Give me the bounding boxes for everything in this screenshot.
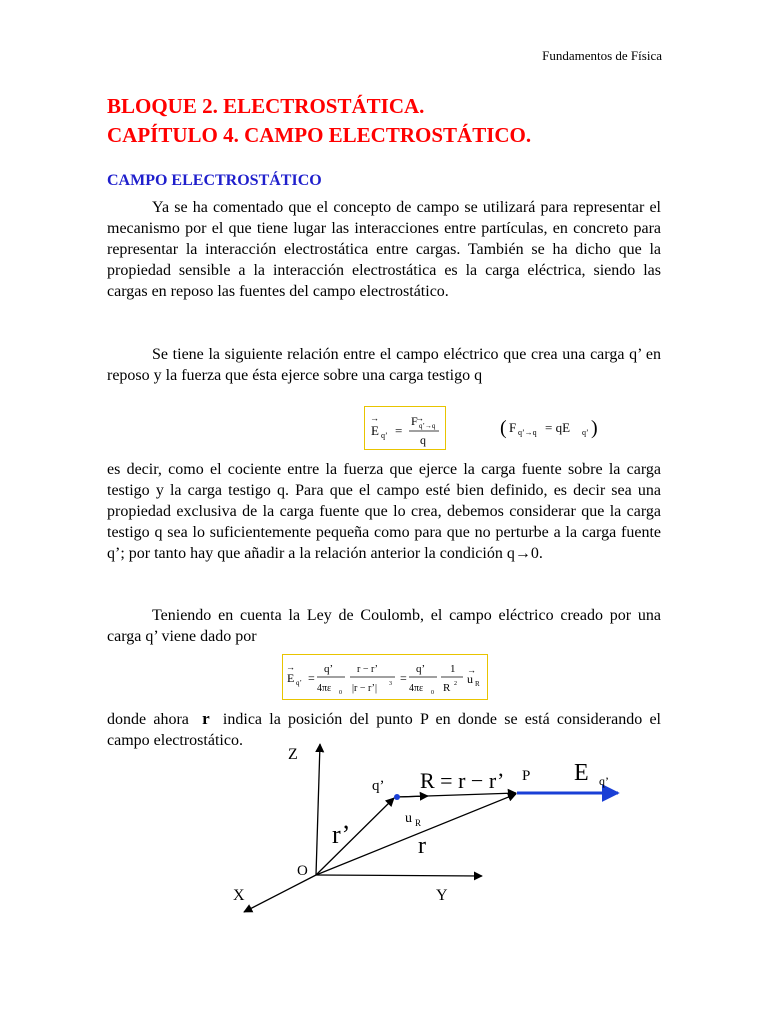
- eq3-frac1-den-sub: 0: [339, 690, 342, 696]
- title-line-1: BLOQUE 2. ELECTROSTÁTICA.: [107, 94, 425, 118]
- paragraph-4: Teniendo en cuenta la Ley de Coulomb, el campo eléctrico creado por una carga q’ viene dado por: [107, 607, 661, 645]
- paragraph-2: Se tiene la siguiente relación entre el campo eléctrico que crea una carga q’ en reposo y la fuerza que ésta ejerce sobre una carga testigo q: [107, 346, 661, 384]
- eq3-frac3-num: q’: [416, 663, 426, 675]
- eq3-frac3-den-sub: 0: [431, 690, 434, 696]
- eq3-u-sub: R: [475, 680, 480, 688]
- eq3-frac1-den: 4πε: [317, 683, 332, 694]
- eq3-frac4-den-sup: 2: [454, 681, 457, 687]
- eq3-frac4-den: R: [443, 682, 451, 694]
- eq3-E: E: [287, 671, 295, 685]
- eq1-E-sub: q’: [381, 431, 388, 440]
- eq3-u: u: [467, 672, 473, 686]
- eq1-den: q: [420, 433, 426, 447]
- eq3-eq1: =: [308, 671, 315, 685]
- eq2-F: F: [509, 420, 517, 435]
- label-R-equation: R = r − r’: [420, 768, 505, 793]
- z-axis: [316, 744, 320, 875]
- paragraph-1: Ya se ha comentado que el concepto de campo se utilizará para representar el mecanismo por el que tiene lugar las interacciones entre partículas, en concreto para representar la interacción electrostática entre cargas. También se ha dicho que la propiedad sensible a la interacción electrostática es la carga eléctrica, siendo las cargas en reposo las fuentes del campo electrostático.: [107, 199, 661, 300]
- label-r: r: [418, 833, 426, 859]
- label-x: X: [233, 887, 245, 904]
- label-origin: O: [297, 863, 308, 879]
- left-paren: (: [500, 417, 507, 439]
- unit-vector-uR: [397, 796, 428, 797]
- label-charge: q’: [372, 778, 385, 794]
- eq1-equals: =: [395, 423, 403, 438]
- label-uR: u: [405, 811, 412, 826]
- label-uR-sub: R: [415, 818, 422, 828]
- eq3-eq2: =: [400, 671, 407, 685]
- eq1-num-sub: q’→q: [419, 422, 436, 430]
- y-axis: [316, 875, 482, 876]
- eq2-equals: = qE: [545, 420, 571, 435]
- vector-arrow: →: [370, 413, 379, 423]
- r-prime-vector: [316, 798, 394, 875]
- eq1-num: F: [411, 414, 418, 428]
- charge-dot: [394, 794, 400, 800]
- eq3-frac2-den: |r − r’|: [352, 683, 378, 694]
- p5-before: donde ahora: [107, 711, 189, 728]
- p5-r-symbol: r: [202, 709, 210, 728]
- p5-after: indica la posición del punto P en donde se está considerando el campo electrostático.: [107, 711, 661, 749]
- vector-arrow: →: [467, 665, 476, 675]
- right-paren: ): [591, 417, 598, 439]
- running-header: Fundamentos de Física: [542, 48, 662, 63]
- eq3-frac2-den-sup: 3: [389, 681, 392, 687]
- eq3-frac2-num: r − r’: [357, 664, 379, 675]
- x-axis: [244, 875, 316, 912]
- eq1-E: E: [371, 423, 379, 438]
- label-E: E: [574, 760, 589, 786]
- vector-arrow: →: [286, 662, 295, 672]
- section-heading: CAMPO ELECTROSTÁTICO: [107, 172, 322, 189]
- eq3-frac3-den: 4πε: [409, 683, 424, 694]
- label-r-prime: r’: [332, 820, 351, 849]
- eq3-frac1-num: q’: [324, 663, 334, 675]
- eq3-frac4-num: 1: [450, 663, 456, 675]
- eq2-F-sub: q’→q: [518, 428, 537, 437]
- label-y: Y: [436, 887, 448, 904]
- label-point-P: P: [522, 768, 531, 784]
- eq2-E-sub: q’: [582, 428, 589, 437]
- title-line-2: CAPÍTULO 4. CAMPO ELECTROSTÁTICO.: [107, 123, 532, 147]
- vector-arrow: →: [415, 413, 424, 423]
- label-E-sub: q’: [599, 774, 609, 788]
- label-z: Z: [288, 746, 298, 763]
- paragraph-3: es decir, como el cociente entre la fuerza que ejerce la carga fuente sobre la carga testigo y la carga testigo q. Para que el campo esté bien definido, es decir sea una propiedad exclusiva de la carga fuente que lo crea, debemos considerar que la carga testigo q sea lo suficientemente pequeña como para que no perturbe a la carga fuente q’; por tanto hay que añadir a la relación anterior la condición q→0.: [107, 461, 661, 562]
- eq3-E-sub: q’: [296, 679, 302, 687]
